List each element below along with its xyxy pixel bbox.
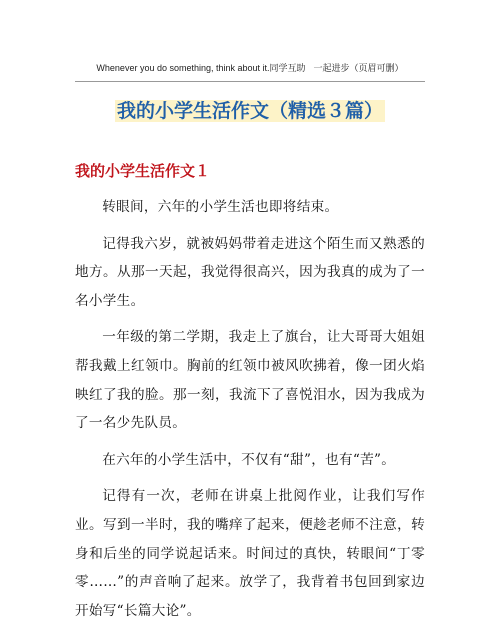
document-title-text: 我的小学生活作文（精选３篇） — [116, 100, 383, 122]
page-header — [0, 62, 500, 74]
document-title — [0, 96, 500, 126]
header-right-text: 一起进步（页眉可删） — [313, 63, 404, 73]
header-divider — [75, 81, 425, 82]
header-left-text: 同学互助 — [269, 63, 306, 73]
paragraph: 转眼间，六年的小学生活也即将结束。 — [102, 199, 339, 215]
section-title: 我的小学生活作文１ — [75, 162, 211, 180]
paragraph: 在六年的小学生活中，不仅有“甜”，也有“苦”。 — [102, 451, 396, 468]
header-motto: Whenever you do something, think about it. — [96, 63, 270, 73]
paragraph: 记得我六岁，就被妈妈带着走进这个陌生而又熟悉的地方。从那一天起，我觉得很高兴，因为我真的成为了一名小学生。 — [75, 235, 425, 309]
paragraph: 记得有一次，老师在讲桌上批阅作业，让我们写作业。写到一半时，我的嘴痒了起来，便趁老师不注意，转身和后坐的同学说起话来。时间过的真快，转眼间“丁零零……”的声音响了起来。放学了，我背着书包回到家边开始写“长篇大论”。 — [75, 488, 425, 619]
document-body — [75, 193, 425, 633]
paragraph: 一年级的第二学期，我走上了旗台，让大哥哥大姐姐帮我戴上红领巾。胸前的红领巾被风吹拂着，像一团火焰映红了我的脸。那一刻，我流下了喜悦泪水，因为我成为了一名少先队员。 — [75, 329, 425, 432]
